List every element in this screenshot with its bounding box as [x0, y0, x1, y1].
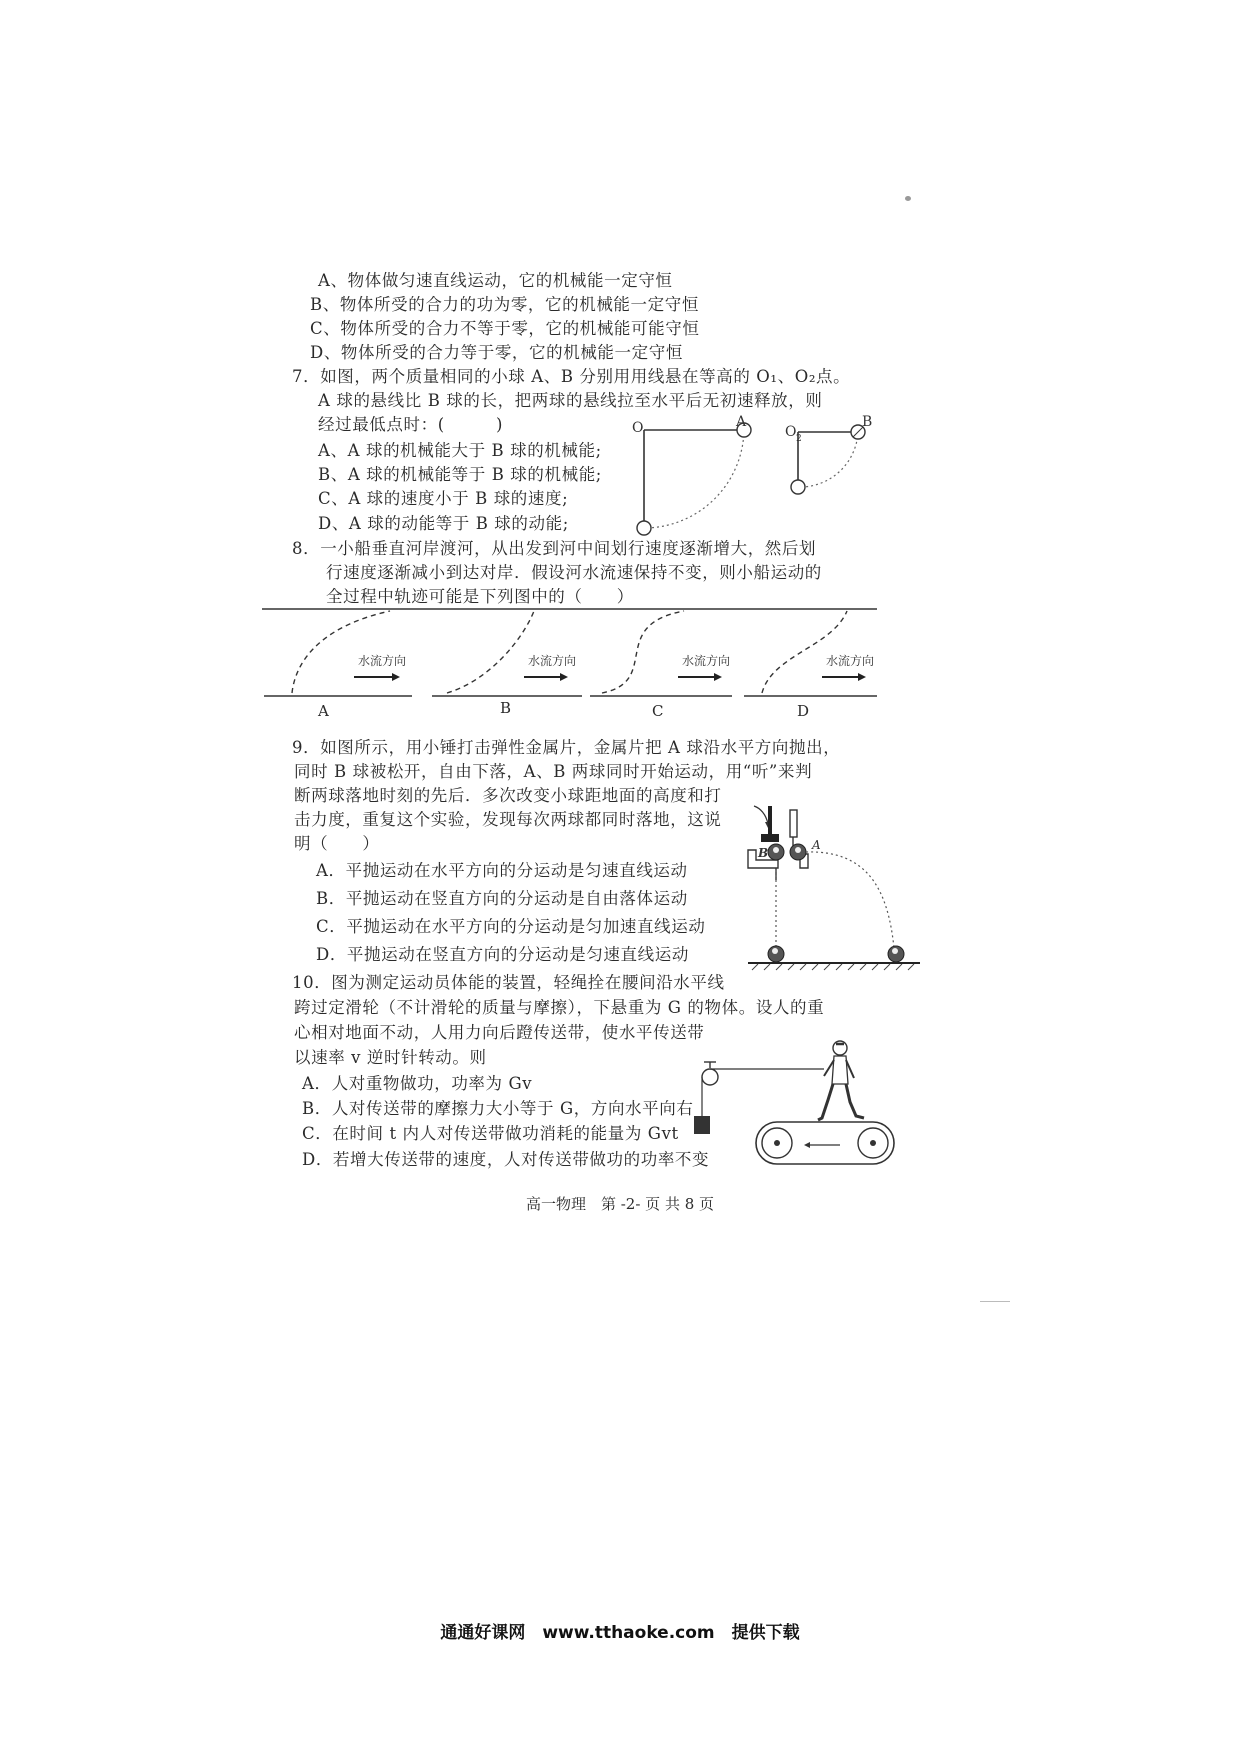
q7-option-a: A、A 球的机械能大于 B 球的机械能;: [318, 441, 602, 460]
q9-label-a: A: [812, 838, 821, 852]
q8-stem-line-3: 全过程中轨迹可能是下列图中的（ ）: [326, 587, 634, 606]
q9-option-c: C．平抛运动在水平方向的分运动是匀加速直线运动: [316, 917, 706, 936]
scan-speck: [905, 196, 911, 201]
q9-label-b: B: [758, 846, 769, 860]
q7-option-b: B、A 球的机械能等于 B 球的机械能;: [318, 465, 602, 484]
q7-label-o2: O: [785, 424, 797, 440]
q6-option-a: A、物体做匀速直线运动，它的机械能一定守恒: [318, 271, 673, 290]
q10-option-b: B．人对传送带的摩擦力大小等于 G，方向水平向右: [302, 1099, 694, 1118]
q10-stem-line-4: 以速率 v 逆时针转动。则: [294, 1048, 487, 1067]
q9-stem-line-4: 击力度，重复这个实验，发现每次两球都同时落地，这说: [294, 810, 722, 829]
q6-option-c: C、物体所受的合力不等于零，它的机械能可能守恒: [310, 319, 700, 338]
q8-stem-line-2: 行速度逐渐减小到达对岸．假设河水流速保持不变，则小船运动的: [326, 563, 822, 582]
q7-label-o1: O: [632, 420, 644, 436]
q9-stem-line-2: 同时 B 球被松开，自由下落，A、B 两球同时开始运动，用“听”来判: [294, 762, 813, 781]
q9-stem-line-1: 9．如图所示，用小锤打击弹性金属片，金属片把 A 球沿水平方向抛出，: [292, 738, 841, 757]
q8-panel-label-c: C: [652, 702, 665, 720]
q10-option-d: D．若增大传送带的速度，人对传送带做功的功率不变: [302, 1150, 710, 1169]
q10-treadmill-figure: [700, 1040, 900, 1170]
q10-stem-line-2: 跨过定滑轮（不计滑轮的质量与摩擦），下悬重为 G 的物体。设人的重: [294, 998, 825, 1017]
q7-option-d: D、A 球的动能等于 B 球的动能;: [318, 514, 569, 533]
q8-flow-label-b: 水流方向: [528, 654, 577, 668]
q7-stem-line-3: 经过最低点时：( ): [318, 415, 504, 434]
q10-stem-line-1: 10．图为测定运动员体能的装置，轻绳拴在腰间沿水平线: [292, 973, 725, 992]
q8-flow-label-c: 水流方向: [682, 654, 731, 668]
q7-stem-line-2: A 球的悬线比 B 球的长，把两球的悬线拉至水平后无初速释放，则: [318, 391, 823, 410]
q6-option-b: B、物体所受的合力的功为零，它的机械能一定守恒: [310, 295, 699, 314]
q6-option-d: D、物体所受的合力等于零，它的机械能一定守恒: [310, 343, 683, 362]
q10-stem-line-3: 心相对地面不动，人用力向后蹬传送带，使水平传送带: [294, 1023, 705, 1042]
q9-option-d: D．平抛运动在竖直方向的分运动是匀速直线运动: [316, 945, 689, 964]
q7-stem-line-1: 7．如图，两个质量相同的小球 A、B 分别用用线悬在等高的 O₁、O₂点。: [292, 367, 851, 386]
q8-panel-label-b: B: [500, 699, 512, 717]
q10-option-a: A．人对重物做功，功率为 Gv: [302, 1074, 533, 1093]
q8-flow-label-a: 水流方向: [358, 654, 407, 668]
page-footer: 高一物理 第 -2- 页 共 8 页: [525, 1195, 715, 1213]
q7-option-c: C、A 球的速度小于 B 球的速度;: [318, 489, 569, 508]
q9-option-b: B．平抛运动在竖直方向的分运动是自由落体运动: [316, 889, 688, 908]
source-line: 通通好课网 www.tthaoke.com 提供下载: [440, 1623, 800, 1643]
scan-rule: [980, 1301, 1010, 1302]
q7-label-a: A: [736, 414, 747, 430]
q8-panel-label-a: A: [318, 702, 330, 720]
q7-label-b: B: [862, 414, 873, 430]
q7-pendulum-figure: [620, 412, 880, 552]
q9-stem-line-3: 断两球落地时刻的先后．多次改变小球距地面的高度和打: [294, 786, 722, 805]
q7-label-o2-sub: 2: [796, 434, 802, 444]
q8-stem-line-1: 8．一小船垂直河岸渡河，从出发到河中间划行速度逐渐增大，然后划: [292, 539, 817, 558]
q10-option-c: C．在时间 t 内人对传送带做功消耗的能量为 Gvt: [302, 1124, 679, 1143]
q8-panel-label-d: D: [797, 702, 810, 720]
q9-projectile-figure: [748, 780, 928, 970]
q8-flow-label-d: 水流方向: [826, 654, 875, 668]
q9-stem-line-5: 明（ ）: [294, 834, 380, 853]
q9-option-a: A．平抛运动在水平方向的分运动是匀速直线运动: [316, 861, 688, 880]
